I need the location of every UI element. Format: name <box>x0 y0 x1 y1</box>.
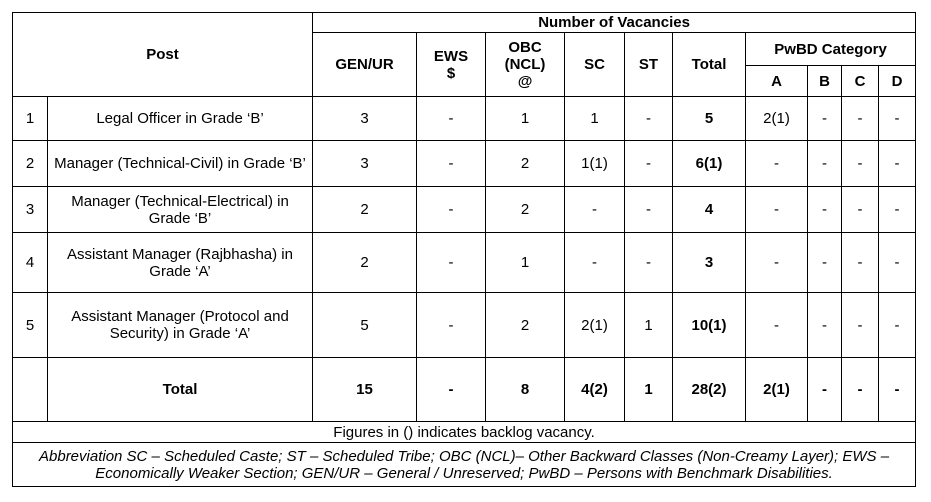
pwbd-category-header: PwBD Category <box>746 33 916 66</box>
obc-value: 1 <box>486 97 565 141</box>
post-header: Post <box>13 13 313 97</box>
sc-value: - <box>565 187 625 233</box>
post-name: Manager (Technical-Civil) in Grade ‘B’ <box>48 141 313 187</box>
post-name: Manager (Technical-Electrical) in Grade ‘B’ <box>48 187 313 233</box>
st-value: - <box>625 187 673 233</box>
total-value: 5 <box>673 97 746 141</box>
st-header: ST <box>625 33 673 97</box>
pwbd-d-value: - <box>879 293 916 358</box>
pwbd-a-value: - <box>746 233 808 293</box>
pwbd-c-value: - <box>842 187 879 233</box>
pwbd-b-value: - <box>808 97 842 141</box>
total-value: 6(1) <box>673 141 746 187</box>
total-row-number <box>13 358 48 422</box>
pwbd-a-value: - <box>746 293 808 358</box>
sc-value: 1 <box>565 97 625 141</box>
total-st: 1 <box>625 358 673 422</box>
pwbd-b-value: - <box>808 141 842 187</box>
ews-header <box>417 33 486 97</box>
row-number: 4 <box>13 233 48 293</box>
number-of-vacancies-header: Number of Vacancies <box>313 13 916 33</box>
row-number: 3 <box>13 187 48 233</box>
ews-value: - <box>417 187 486 233</box>
total-gen-ur: 15 <box>313 358 417 422</box>
sc-value: 2(1) <box>565 293 625 358</box>
row-number: 5 <box>13 293 48 358</box>
footnote-row <box>13 422 916 443</box>
st-value: - <box>625 233 673 293</box>
total-sc: 4(2) <box>565 358 625 422</box>
ews-mark: $ <box>446 64 456 82</box>
pwbd-d-value: - <box>879 233 916 293</box>
gen-ur-value: 5 <box>313 293 417 358</box>
total-ews: - <box>417 358 486 422</box>
obc-mark: @ <box>517 73 533 90</box>
vacancy-table <box>12 12 916 487</box>
obc-value: 1 <box>486 233 565 293</box>
pwbd-b-value: - <box>808 293 842 358</box>
pwbd-d-value: - <box>879 141 916 187</box>
ews-value: - <box>417 141 486 187</box>
st-value: 1 <box>625 293 673 358</box>
sc-value: 1(1) <box>565 141 625 187</box>
ews-value: - <box>417 97 486 141</box>
total-obc: 8 <box>486 358 565 422</box>
pwbd-a-header: A <box>746 66 808 97</box>
table-row <box>13 187 916 233</box>
ews-value: - <box>417 293 486 358</box>
abbreviation-footnote: Abbreviation SC – Scheduled Caste; ST – Scheduled Tribe; OBC (NCL)– Other Backward Classes (Non-Creamy Layer); EWS – Economically Weaker Section; GEN/UR – General / Unreserved; PwBD – Persons with Benchmark Disabilities. <box>13 443 916 487</box>
gen-ur-value: 2 <box>313 187 417 233</box>
st-value: - <box>625 141 673 187</box>
pwbd-a-value: - <box>746 187 808 233</box>
pwbd-c-value: - <box>842 97 879 141</box>
table-row <box>13 141 916 187</box>
backlog-footnote: Figures in () indicates backlog vacancy. <box>13 422 916 443</box>
total-label: Total <box>48 358 313 422</box>
total-pwbd-d: - <box>879 358 916 422</box>
total-pwbd-a: 2(1) <box>746 358 808 422</box>
gen-ur-value: 3 <box>313 97 417 141</box>
obc-header <box>486 33 565 97</box>
pwbd-d-header: D <box>879 66 916 97</box>
footnote-row <box>13 443 916 487</box>
pwbd-c-value: - <box>842 293 879 358</box>
total-header: Total <box>673 33 746 97</box>
table-row <box>13 97 916 141</box>
total-pwbd-c: - <box>842 358 879 422</box>
gen-ur-value: 3 <box>313 141 417 187</box>
total-total: 28(2) <box>673 358 746 422</box>
post-name: Legal Officer in Grade ‘B’ <box>48 97 313 141</box>
total-pwbd-b: - <box>808 358 842 422</box>
pwbd-d-value: - <box>879 187 916 233</box>
row-number: 2 <box>13 141 48 187</box>
pwbd-b-value: - <box>808 187 842 233</box>
pwbd-c-value: - <box>842 233 879 293</box>
sc-header: SC <box>565 33 625 97</box>
total-value: 10(1) <box>673 293 746 358</box>
pwbd-d-value: - <box>879 97 916 141</box>
sc-value: - <box>565 233 625 293</box>
total-row <box>13 358 916 422</box>
st-value: - <box>625 97 673 141</box>
ews-label: EWS <box>433 47 469 65</box>
pwbd-a-value: - <box>746 141 808 187</box>
obc-value: 2 <box>486 141 565 187</box>
pwbd-c-value: - <box>842 141 879 187</box>
total-value: 3 <box>673 233 746 293</box>
ews-value: - <box>417 233 486 293</box>
row-number: 1 <box>13 97 48 141</box>
obc-value: 2 <box>486 187 565 233</box>
gen-ur-value: 2 <box>313 233 417 293</box>
obc-value: 2 <box>486 293 565 358</box>
total-value: 4 <box>673 187 746 233</box>
obc-ncl-label: (NCL) <box>504 56 546 73</box>
gen-ur-header: GEN/UR <box>313 33 417 97</box>
pwbd-c-header: C <box>842 66 879 97</box>
post-name: Assistant Manager (Protocol and Security) in Grade ‘A’ <box>48 293 313 358</box>
pwbd-b-header: B <box>808 66 842 97</box>
post-name: Assistant Manager (Rajbhasha) in Grade ‘A’ <box>48 233 313 293</box>
pwbd-a-value: 2(1) <box>746 97 808 141</box>
pwbd-b-value: - <box>808 233 842 293</box>
table-row <box>13 293 916 358</box>
table-row <box>13 233 916 293</box>
obc-label: OBC <box>508 39 542 56</box>
header-row-1 <box>13 13 916 33</box>
